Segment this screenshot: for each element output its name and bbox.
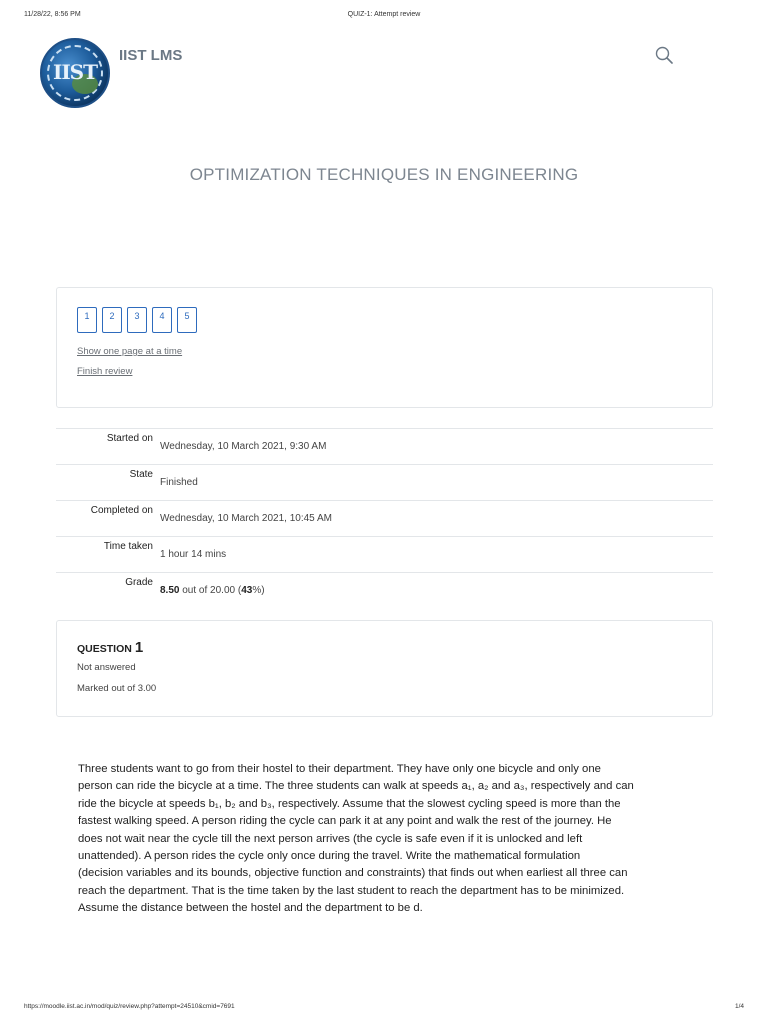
question-label: QUESTION (77, 643, 132, 655)
summary-row-state (56, 464, 713, 500)
print-header (0, 11, 768, 21)
question-nav-button-2[interactable]: 2 (102, 307, 122, 333)
finish-review-link[interactable]: Finish review (77, 366, 133, 377)
question-text-line: ride the bicycle at speeds b₁, b₂ and b₃, respectively. Assume that the slowest cycling speed is more than the (78, 797, 621, 810)
print-url: https://moodle.iist.ac.in/mod/quiz/review.php?attempt=24510&cmid=7691 (24, 1003, 235, 1010)
question-nav-button-3[interactable]: 3 (127, 307, 147, 333)
grade-out-of: out of 20.00 ( (182, 585, 242, 596)
site-name[interactable]: IIST LMS (119, 47, 183, 64)
started-on-value: Wednesday, 10 March 2021, 9:30 AM (160, 441, 327, 452)
question-text-line: fastest walking speed. A person riding the cycle can park it at any point and walk the rest of the journey. He (78, 815, 612, 828)
course-title: OPTIMIZATION TECHNIQUES IN ENGINEERING (189, 165, 579, 184)
question-heading (77, 639, 143, 656)
grade-value (160, 585, 265, 596)
completed-on-value: Wednesday, 10 March 2021, 10:45 AM (160, 513, 332, 524)
started-on-label: Started on (106, 433, 153, 444)
question-text-line: does not wait near the cycle till the next person arrives (the cycle is safe even if it is unlocked and left (78, 832, 583, 845)
question-text (78, 761, 694, 918)
summary-row-grade (56, 572, 713, 608)
question-number: 1 (134, 639, 144, 656)
attempt-summary-table (56, 428, 713, 608)
state-value: Finished (160, 477, 198, 488)
question-text-line: unattended). A person rides the cycle only once during the travel. Write the mathematical formulation (78, 850, 581, 863)
question-nav-button-5[interactable]: 5 (177, 307, 197, 333)
logo-text: IIST (52, 60, 98, 84)
show-one-page-link[interactable]: Show one page at a time (77, 346, 183, 357)
question-marks: Marked out of 3.00 (77, 683, 157, 694)
time-taken-value: 1 hour 14 mins (160, 549, 227, 560)
summary-row-completed (56, 500, 713, 536)
summary-row-time (56, 536, 713, 572)
question-navigation (77, 307, 197, 333)
question-status: Not answered (77, 662, 136, 673)
completed-on-label: Completed on (90, 505, 153, 516)
print-date: 11/28/22, 8:56 PM (24, 11, 81, 18)
grade-percent: 43 (241, 585, 253, 596)
question-text-line: Three students want to go from their hostel to their department. They have only one bicycle and only one (78, 763, 601, 775)
question-text-line: (decision variables and its bounds, objective function and constraints) that finds out when earliest all three can (78, 867, 628, 880)
search-icon[interactable] (655, 46, 673, 64)
question-text-line: Assume the distance between the hostel and the department to be d. (78, 902, 423, 915)
site-logo[interactable] (40, 38, 110, 108)
question-text-line: reach the department. That is the time taken by the last student to reach the department has to be minimized. (78, 884, 625, 897)
question-nav-button-4[interactable]: 4 (152, 307, 172, 333)
print-title: QUIZ-1: Attempt review (347, 11, 421, 18)
question-text-line: person can ride the bicycle at a time. The three students can walk at speeds a₁, a₂ and a₃, respectively and can (78, 780, 634, 793)
print-footer (0, 1003, 768, 1013)
question-info-card (56, 620, 713, 717)
print-page-number: 1/4 (734, 1003, 744, 1010)
grade-score: 8.50 (160, 585, 180, 596)
time-taken-label: Time taken (103, 541, 153, 552)
state-label: State (129, 469, 153, 480)
question-nav-button-1[interactable]: 1 (77, 307, 97, 333)
grade-close: %) (252, 585, 265, 596)
quiz-navigation-card (56, 287, 713, 408)
summary-row-started (56, 428, 713, 464)
grade-label: Grade (125, 577, 153, 588)
